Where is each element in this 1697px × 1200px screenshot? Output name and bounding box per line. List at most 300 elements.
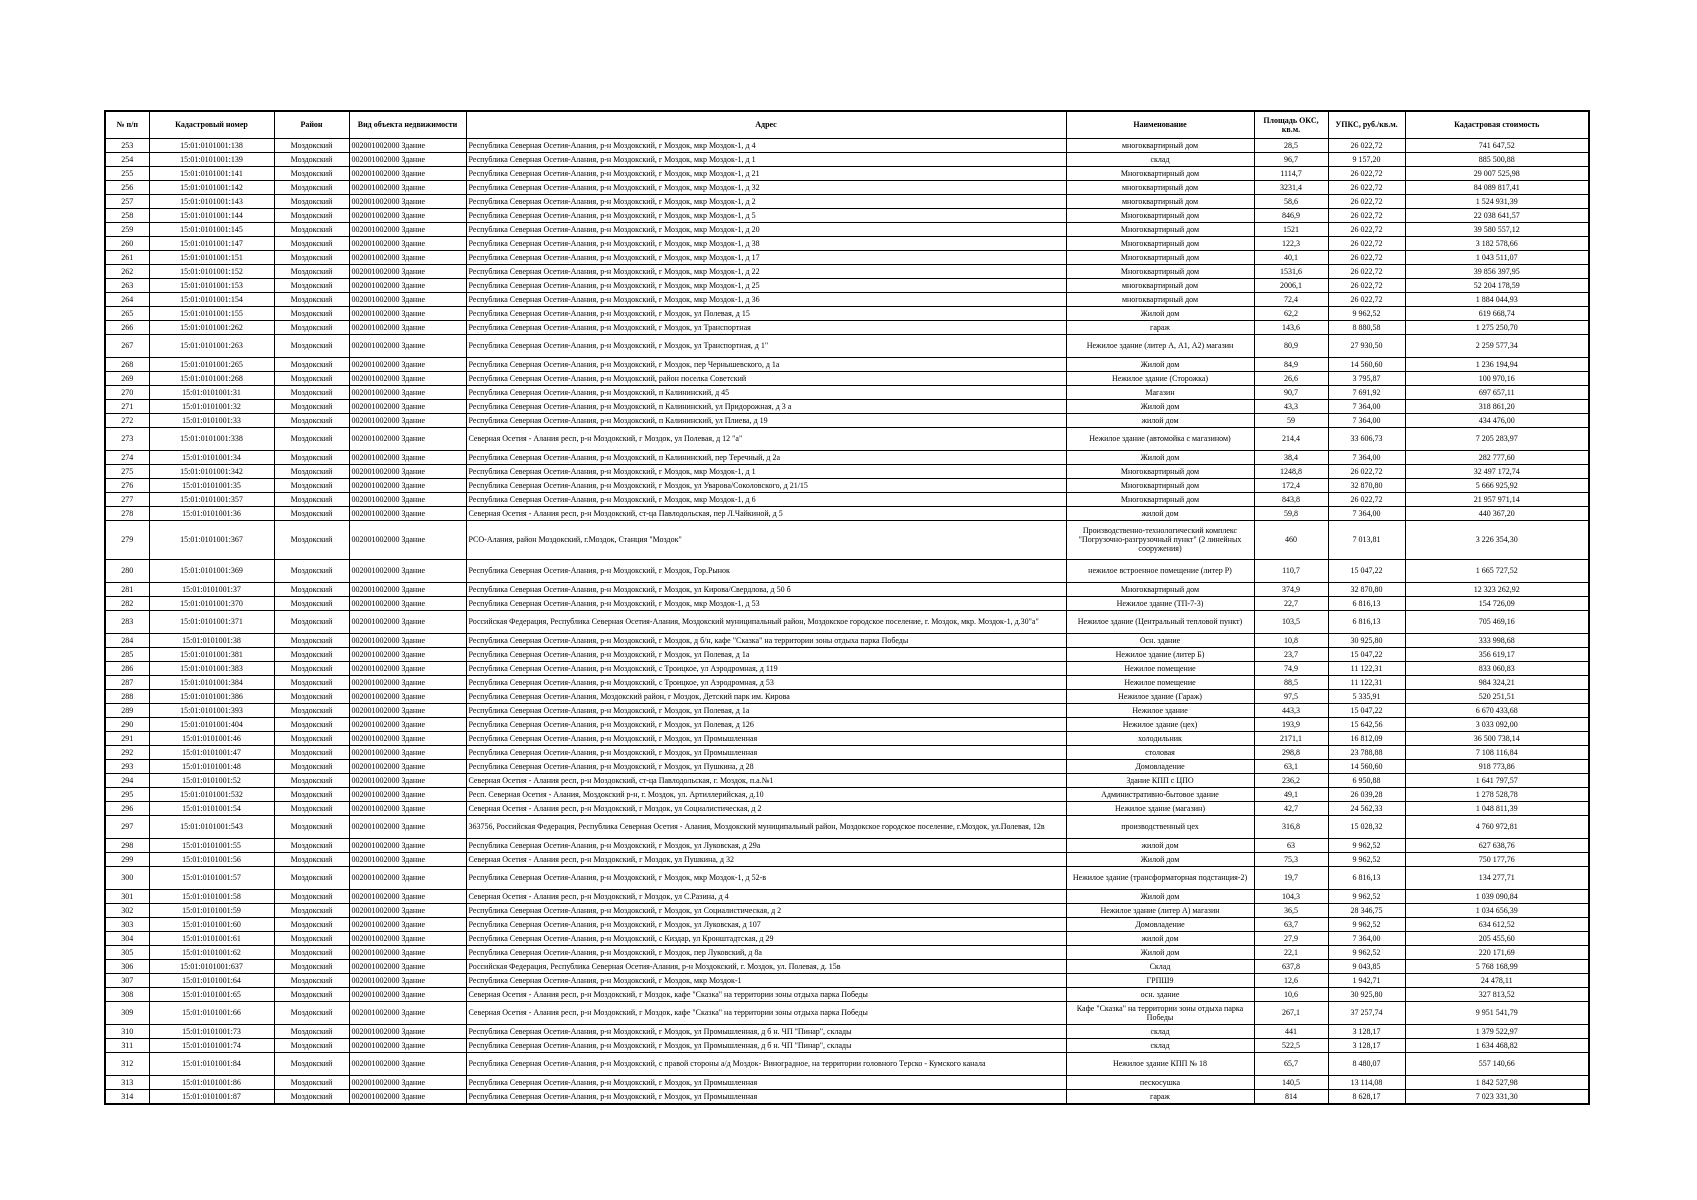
table-row bbox=[105, 292, 1589, 306]
cell-district: Моздокский bbox=[274, 222, 349, 236]
cell-address: Республика Северная Осетия-Алания, р-н Моздокский, г Моздок, мкр Моздок-1, д 25 bbox=[466, 278, 1066, 292]
cell-object-name: ГРПШ9 bbox=[1066, 973, 1254, 987]
cell-object-type: 002001002000 Здание bbox=[349, 801, 466, 815]
cell-area: 2171,1 bbox=[1254, 731, 1328, 745]
cell-object-name: Нежилое здание (ТП-7-3) bbox=[1066, 596, 1254, 610]
cell-object-type: 002001002000 Здание bbox=[349, 731, 466, 745]
cell-object-type: 002001002000 Здание bbox=[349, 689, 466, 703]
cell-upks: 7 691,92 bbox=[1328, 385, 1405, 399]
cell-row-number: 310 bbox=[105, 1024, 149, 1038]
cell-district: Моздокский bbox=[274, 334, 349, 357]
cell-cadastral-number: 15:01:0101001:62 bbox=[149, 945, 274, 959]
cell-object-name: осн. здание bbox=[1066, 987, 1254, 1001]
cell-address: Республика Северная Осетия-Алания, р-н Моздокский, г Моздок, ул Полевая, д 1а bbox=[466, 647, 1066, 661]
cell-cadastral-number: 15:01:0101001:37 bbox=[149, 582, 274, 596]
cell-row-number: 308 bbox=[105, 987, 149, 1001]
cell-cadastral-number: 15:01:0101001:48 bbox=[149, 759, 274, 773]
cell-cadastral-value: 3 226 354,30 bbox=[1405, 520, 1589, 559]
cell-object-name: Жилой дом bbox=[1066, 889, 1254, 903]
cell-address: 363756, Российская Федерация, Республика Северная Осетия - Алания, Моздокский муниципальный район, Моздокское городское поселение, г.Моздок, ул.Полевая, 12в bbox=[466, 815, 1066, 838]
cell-area: 58,6 bbox=[1254, 194, 1328, 208]
cell-row-number: 305 bbox=[105, 945, 149, 959]
cell-row-number: 280 bbox=[105, 559, 149, 582]
cell-object-name: Осн. здание bbox=[1066, 633, 1254, 647]
cell-district: Моздокский bbox=[274, 689, 349, 703]
cell-address: Республика Северная Осетия-Алания, р-н Моздокский, г Моздок, мкр Моздок-1, д 2 bbox=[466, 194, 1066, 208]
cell-cadastral-number: 15:01:0101001:263 bbox=[149, 334, 274, 357]
cell-object-name: Жилой дом bbox=[1066, 399, 1254, 413]
cell-area: 443,3 bbox=[1254, 703, 1328, 717]
cell-district: Моздокский bbox=[274, 180, 349, 194]
table-row bbox=[105, 987, 1589, 1001]
cell-address: Российская Федерация, Республика Северная Осетия-Алания, Моздокский муниципальный район, Моздокское городское поселение, г. Моздок, мкр. Моздок-1, д.30"а" bbox=[466, 610, 1066, 633]
cell-object-type: 002001002000 Здание bbox=[349, 973, 466, 987]
cell-object-name: Нежилое здание (Сторожка) bbox=[1066, 371, 1254, 385]
cell-object-name: гараж bbox=[1066, 1089, 1254, 1104]
cell-row-number: 282 bbox=[105, 596, 149, 610]
cell-area: 22,7 bbox=[1254, 596, 1328, 610]
cell-row-number: 284 bbox=[105, 633, 149, 647]
cell-address: Республика Северная Осетия-Алания, р-н Моздокский, г Моздок, мкр Моздок-1, д 1 bbox=[466, 464, 1066, 478]
cell-cadastral-number: 15:01:0101001:141 bbox=[149, 166, 274, 180]
cell-district: Моздокский bbox=[274, 264, 349, 278]
cell-cadastral-number: 15:01:0101001:58 bbox=[149, 889, 274, 903]
cell-object-type: 002001002000 Здание bbox=[349, 194, 466, 208]
cell-upks: 6 950,88 bbox=[1328, 773, 1405, 787]
col-header-upks: УПКС, руб./кв.м. bbox=[1328, 111, 1405, 138]
table-row bbox=[105, 815, 1589, 838]
cell-object-name: Административно-бытовое здание bbox=[1066, 787, 1254, 801]
cell-area: 637,8 bbox=[1254, 959, 1328, 973]
cell-row-number: 303 bbox=[105, 917, 149, 931]
cell-object-type: 002001002000 Здание bbox=[349, 852, 466, 866]
cell-object-type: 002001002000 Здание bbox=[349, 815, 466, 838]
cell-address: Северная Осетия - Алания респ, р-н Моздокский, г Моздок, кафе "Сказка" на территории зоны отдыха парка Победы bbox=[466, 987, 1066, 1001]
cell-district: Моздокский bbox=[274, 1075, 349, 1089]
cell-cadastral-number: 15:01:0101001:46 bbox=[149, 731, 274, 745]
table-row bbox=[105, 596, 1589, 610]
cell-cadastral-value: 5 666 925,92 bbox=[1405, 478, 1589, 492]
table-row bbox=[105, 945, 1589, 959]
cell-object-type: 002001002000 Здание bbox=[349, 559, 466, 582]
cell-address: Республика Северная Осетия-Алания, р-н Моздокский, г Моздок, ул Промышленная, д б н. ЧП "Пинар", склады bbox=[466, 1024, 1066, 1038]
cell-area: 27,9 bbox=[1254, 931, 1328, 945]
cell-cadastral-number: 15:01:0101001:138 bbox=[149, 138, 274, 152]
cell-cadastral-value: 741 647,52 bbox=[1405, 138, 1589, 152]
cell-area: 74,9 bbox=[1254, 661, 1328, 675]
cell-cadastral-number: 15:01:0101001:268 bbox=[149, 371, 274, 385]
cell-object-type: 002001002000 Здание bbox=[349, 138, 466, 152]
cell-cadastral-value: 697 657,11 bbox=[1405, 385, 1589, 399]
cell-object-name: Здание КПП с ЦПО bbox=[1066, 773, 1254, 787]
cell-cadastral-value: 1 236 194,94 bbox=[1405, 357, 1589, 371]
cell-cadastral-number: 15:01:0101001:262 bbox=[149, 320, 274, 334]
table-row bbox=[105, 427, 1589, 450]
cell-cadastral-number: 15:01:0101001:367 bbox=[149, 520, 274, 559]
cell-object-type: 002001002000 Здание bbox=[349, 1075, 466, 1089]
cell-upks: 9 962,52 bbox=[1328, 917, 1405, 931]
cell-object-type: 002001002000 Здание bbox=[349, 166, 466, 180]
cell-district: Моздокский bbox=[274, 852, 349, 866]
cell-district: Моздокский bbox=[274, 703, 349, 717]
table-row bbox=[105, 703, 1589, 717]
cell-row-number: 266 bbox=[105, 320, 149, 334]
cell-row-number: 295 bbox=[105, 787, 149, 801]
cell-cadastral-value: 434 476,00 bbox=[1405, 413, 1589, 427]
cell-cadastral-number: 15:01:0101001:59 bbox=[149, 903, 274, 917]
cell-address: Республика Северная Осетия-Алания, р-н Моздокский, с Троицкое, ул Аэродромная, д 53 bbox=[466, 675, 1066, 689]
cell-district: Моздокский bbox=[274, 1001, 349, 1024]
cell-object-type: 002001002000 Здание bbox=[349, 717, 466, 731]
cell-address: Республика Северная Осетия-Алания, р-н Моздокский, г Моздок, ул Полевая, д 126 bbox=[466, 717, 1066, 731]
cell-address: Республика Северная Осетия-Алания, р-н Моздокский, г Моздок, д б/н, кафе "Сказка" на территории зоны отдыха парка Победы bbox=[466, 633, 1066, 647]
cell-area: 460 bbox=[1254, 520, 1328, 559]
cell-district: Моздокский bbox=[274, 973, 349, 987]
cell-upks: 6 816,13 bbox=[1328, 610, 1405, 633]
cell-district: Моздокский bbox=[274, 889, 349, 903]
table-row bbox=[105, 959, 1589, 973]
cell-address: Республика Северная Осетия-Алания, р-н Моздокский, г Моздок, ул Промышленная bbox=[466, 1089, 1066, 1104]
cell-upks: 26 022,72 bbox=[1328, 278, 1405, 292]
cell-cadastral-number: 15:01:0101001:543 bbox=[149, 815, 274, 838]
table-row bbox=[105, 450, 1589, 464]
cell-cadastral-value: 1 278 528,78 bbox=[1405, 787, 1589, 801]
table-row bbox=[105, 166, 1589, 180]
cell-address: Республика Северная Осетия-Алания, р-н Моздокский, п Калининский, ул Придорожная, д 3 а bbox=[466, 399, 1066, 413]
cell-area: 90,7 bbox=[1254, 385, 1328, 399]
cell-object-name: Нежилое здание (Гараж) bbox=[1066, 689, 1254, 703]
table-row bbox=[105, 675, 1589, 689]
cell-cadastral-number: 15:01:0101001:404 bbox=[149, 717, 274, 731]
cell-object-type: 002001002000 Здание bbox=[349, 1089, 466, 1104]
cell-upks: 3 128,17 bbox=[1328, 1038, 1405, 1052]
cell-cadastral-number: 15:01:0101001:34 bbox=[149, 450, 274, 464]
cell-row-number: 311 bbox=[105, 1038, 149, 1052]
cell-upks: 9 962,52 bbox=[1328, 306, 1405, 320]
cell-area: 10,8 bbox=[1254, 633, 1328, 647]
cell-upks: 5 335,91 bbox=[1328, 689, 1405, 703]
cell-area: 22,1 bbox=[1254, 945, 1328, 959]
cell-district: Моздокский bbox=[274, 759, 349, 773]
cell-address: Северная Осетия - Алания респ, р-н Моздокский, ст-ца Павлодольская, г. Моздок, п.а.№1 bbox=[466, 773, 1066, 787]
cell-object-name: Нежилое здание (автомойка с магазином) bbox=[1066, 427, 1254, 450]
cell-cadastral-value: 327 813,52 bbox=[1405, 987, 1589, 1001]
cell-object-name: Многоквартирный дом bbox=[1066, 478, 1254, 492]
cell-upks: 6 816,13 bbox=[1328, 596, 1405, 610]
cell-area: 72,4 bbox=[1254, 292, 1328, 306]
cell-area: 1248,8 bbox=[1254, 464, 1328, 478]
cell-object-type: 002001002000 Здание bbox=[349, 759, 466, 773]
cell-object-type: 002001002000 Здание bbox=[349, 1052, 466, 1075]
cell-address: Республика Северная Осетия-Алания, р-н Моздокский, г Моздок, мкр Моздок-1, д 22 bbox=[466, 264, 1066, 278]
cell-cadastral-value: 356 619,17 bbox=[1405, 647, 1589, 661]
cell-cadastral-number: 15:01:0101001:57 bbox=[149, 866, 274, 889]
cell-object-name: многоквартирный дом bbox=[1066, 292, 1254, 306]
cell-row-number: 306 bbox=[105, 959, 149, 973]
cell-row-number: 294 bbox=[105, 773, 149, 787]
cell-upks: 26 022,72 bbox=[1328, 464, 1405, 478]
table-row bbox=[105, 661, 1589, 675]
cell-object-type: 002001002000 Здание bbox=[349, 647, 466, 661]
cell-object-name: склад bbox=[1066, 1024, 1254, 1038]
cell-district: Моздокский bbox=[274, 492, 349, 506]
cell-address: Республика Северная Осетия-Алания, р-н Моздокский, г Моздок, мкр Моздок-1, д 20 bbox=[466, 222, 1066, 236]
cell-upks: 13 114,08 bbox=[1328, 1075, 1405, 1089]
col-header-number: № п/п bbox=[105, 111, 149, 138]
cell-cadastral-number: 15:01:0101001:35 bbox=[149, 478, 274, 492]
cell-upks: 24 562,33 bbox=[1328, 801, 1405, 815]
cell-address: Северная Осетия - Алания респ, р-н Моздокский, г Моздок, кафе "Сказка" на территории зоны отдыха парка Победы bbox=[466, 1001, 1066, 1024]
cell-row-number: 271 bbox=[105, 399, 149, 413]
cell-object-type: 002001002000 Здание bbox=[349, 385, 466, 399]
cell-object-type: 002001002000 Здание bbox=[349, 945, 466, 959]
cell-area: 843,8 bbox=[1254, 492, 1328, 506]
cell-row-number: 272 bbox=[105, 413, 149, 427]
table-row bbox=[105, 689, 1589, 703]
cell-row-number: 254 bbox=[105, 152, 149, 166]
cell-district: Моздокский bbox=[274, 596, 349, 610]
table-row bbox=[105, 1089, 1589, 1104]
cell-cadastral-value: 5 768 168,99 bbox=[1405, 959, 1589, 973]
cell-address: Республика Северная Осетия-Алания, р-н Моздокский, г Моздок, пер Чернышевского, д 1а bbox=[466, 357, 1066, 371]
cell-address: Республика Северная Осетия-Алания, р-н Моздокский, г Моздок, ул Промышленная, д б н. ЧП "Пинар", склады bbox=[466, 1038, 1066, 1052]
table-row bbox=[105, 194, 1589, 208]
cell-cadastral-value: 134 277,71 bbox=[1405, 866, 1589, 889]
cell-row-number: 267 bbox=[105, 334, 149, 357]
cell-address: Республика Северная Осетия-Алания, р-н Моздокский, район поселка Советский bbox=[466, 371, 1066, 385]
cell-upks: 26 022,72 bbox=[1328, 492, 1405, 506]
cell-area: 80,9 bbox=[1254, 334, 1328, 357]
cell-object-name: многоквартирный дом bbox=[1066, 180, 1254, 194]
cell-upks: 16 812,09 bbox=[1328, 731, 1405, 745]
cell-row-number: 276 bbox=[105, 478, 149, 492]
table-row bbox=[105, 399, 1589, 413]
cell-district: Моздокский bbox=[274, 320, 349, 334]
cell-cadastral-number: 15:01:0101001:87 bbox=[149, 1089, 274, 1104]
cell-upks: 32 870,80 bbox=[1328, 582, 1405, 596]
cell-cadastral-value: 1 034 656,39 bbox=[1405, 903, 1589, 917]
cell-object-name: холодильник bbox=[1066, 731, 1254, 745]
table-row bbox=[105, 208, 1589, 222]
cell-area: 522,5 bbox=[1254, 1038, 1328, 1052]
cell-row-number: 256 bbox=[105, 180, 149, 194]
cell-object-name: жилой дом bbox=[1066, 838, 1254, 852]
cell-address: Республика Северная Осетия-Алания, р-н Моздокский, г Моздок, ул Промышленная bbox=[466, 1075, 1066, 1089]
cell-row-number: 299 bbox=[105, 852, 149, 866]
cell-object-name: Нежилое помещение bbox=[1066, 675, 1254, 689]
cell-upks: 9 962,52 bbox=[1328, 889, 1405, 903]
cell-cadastral-value: 1 043 511,07 bbox=[1405, 250, 1589, 264]
cell-object-name: Склад bbox=[1066, 959, 1254, 973]
cell-cadastral-value: 333 998,68 bbox=[1405, 633, 1589, 647]
cell-upks: 26 022,72 bbox=[1328, 180, 1405, 194]
cell-cadastral-value: 9 951 541,79 bbox=[1405, 1001, 1589, 1024]
cell-cadastral-value: 39 580 557,12 bbox=[1405, 222, 1589, 236]
cell-district: Моздокский bbox=[274, 520, 349, 559]
cell-object-name: Многоквартирный дом bbox=[1066, 208, 1254, 222]
cell-object-type: 002001002000 Здание bbox=[349, 787, 466, 801]
cell-cadastral-value: 24 478,11 bbox=[1405, 973, 1589, 987]
cell-upks: 9 043,85 bbox=[1328, 959, 1405, 973]
table-row bbox=[105, 889, 1589, 903]
cell-cadastral-value: 205 455,60 bbox=[1405, 931, 1589, 945]
cell-area: 298,8 bbox=[1254, 745, 1328, 759]
cell-cadastral-value: 12 323 262,92 bbox=[1405, 582, 1589, 596]
cell-row-number: 279 bbox=[105, 520, 149, 559]
cell-object-type: 002001002000 Здание bbox=[349, 222, 466, 236]
cell-cadastral-value: 39 856 397,95 bbox=[1405, 264, 1589, 278]
cell-cadastral-value: 1 641 797,57 bbox=[1405, 773, 1589, 787]
cell-cadastral-number: 15:01:0101001:371 bbox=[149, 610, 274, 633]
cell-cadastral-value: 520 251,51 bbox=[1405, 689, 1589, 703]
table-row bbox=[105, 264, 1589, 278]
cell-district: Моздокский bbox=[274, 278, 349, 292]
cell-cadastral-value: 627 638,76 bbox=[1405, 838, 1589, 852]
cell-object-type: 002001002000 Здание bbox=[349, 703, 466, 717]
table-row bbox=[105, 320, 1589, 334]
cell-upks: 7 364,00 bbox=[1328, 931, 1405, 945]
cell-object-name: Нежилое здание (литер А, А1, А2) магазин bbox=[1066, 334, 1254, 357]
cell-district: Моздокский bbox=[274, 661, 349, 675]
cell-object-name: жилой дом bbox=[1066, 931, 1254, 945]
cell-cadastral-value: 4 760 972,81 bbox=[1405, 815, 1589, 838]
cell-upks: 26 022,72 bbox=[1328, 166, 1405, 180]
cell-cadastral-number: 15:01:0101001:74 bbox=[149, 1038, 274, 1052]
header-row bbox=[105, 111, 1589, 138]
cell-address: Российская Федерация, Республика Северная Осетия-Алания, р-н Моздокский, г. Моздок, ул. Полевая, д. 15в bbox=[466, 959, 1066, 973]
cell-upks: 23 788,88 bbox=[1328, 745, 1405, 759]
cell-row-number: 277 bbox=[105, 492, 149, 506]
cell-area: 49,1 bbox=[1254, 787, 1328, 801]
cell-object-name: жилой дом bbox=[1066, 413, 1254, 427]
table-row bbox=[105, 464, 1589, 478]
cell-row-number: 260 bbox=[105, 236, 149, 250]
cell-address: Республика Северная Осетия-Алания, р-н Моздокский, г Моздок, мкр Моздок-1, д 52-в bbox=[466, 866, 1066, 889]
cell-object-name: Производственно-технологический комплекс "Погрузочно-разгрузочный пункт" (2 линейных сооружения) bbox=[1066, 520, 1254, 559]
cell-object-name: Домовладение bbox=[1066, 917, 1254, 931]
cell-cadastral-value: 1 048 811,39 bbox=[1405, 801, 1589, 815]
cell-upks: 14 560,60 bbox=[1328, 759, 1405, 773]
table-row bbox=[105, 559, 1589, 582]
cell-area: 38,4 bbox=[1254, 450, 1328, 464]
cell-cadastral-number: 15:01:0101001:532 bbox=[149, 787, 274, 801]
cell-address: Республика Северная Осетия-Алания, р-н Моздокский, г Моздок, пер Луковский, д 8а bbox=[466, 945, 1066, 959]
cell-district: Моздокский bbox=[274, 138, 349, 152]
cell-address: Республика Северная Осетия-Алания, р-н Моздокский, г Моздок, Гор.Рынок bbox=[466, 559, 1066, 582]
cell-area: 1521 bbox=[1254, 222, 1328, 236]
col-header-area: Площадь ОКС, кв.м. bbox=[1254, 111, 1328, 138]
cell-upks: 27 930,50 bbox=[1328, 334, 1405, 357]
cell-object-type: 002001002000 Здание bbox=[349, 903, 466, 917]
cell-row-number: 312 bbox=[105, 1052, 149, 1075]
cell-cadastral-number: 15:01:0101001:147 bbox=[149, 236, 274, 250]
cell-cadastral-number: 15:01:0101001:33 bbox=[149, 413, 274, 427]
cell-upks: 15 642,56 bbox=[1328, 717, 1405, 731]
cell-object-type: 002001002000 Здание bbox=[349, 1024, 466, 1038]
cell-object-type: 002001002000 Здание bbox=[349, 675, 466, 689]
cell-cadastral-number: 15:01:0101001:381 bbox=[149, 647, 274, 661]
cell-district: Моздокский bbox=[274, 1089, 349, 1104]
cell-address: Республика Северная Осетия-Алания, р-н Моздокский, г Моздок, ул Промышленная bbox=[466, 745, 1066, 759]
cell-address: Республика Северная Осетия-Алания, р-н Моздокский, г Моздок, ул Кирова/Свердлова, д 50 б bbox=[466, 582, 1066, 596]
table-row bbox=[105, 180, 1589, 194]
cell-row-number: 258 bbox=[105, 208, 149, 222]
cell-address: Республика Северная Осетия-Алания, р-н Моздокский, г Моздок, мкр Моздок-1, д 1 bbox=[466, 152, 1066, 166]
cell-address: Республика Северная Осетия-Алания, р-н Моздокский, п Калининский, ул Плиева, д 19 bbox=[466, 413, 1066, 427]
cell-cadastral-value: 52 204 178,59 bbox=[1405, 278, 1589, 292]
table-row bbox=[105, 222, 1589, 236]
cell-object-type: 002001002000 Здание bbox=[349, 478, 466, 492]
cell-row-number: 261 bbox=[105, 250, 149, 264]
cell-row-number: 275 bbox=[105, 464, 149, 478]
cell-area: 267,1 bbox=[1254, 1001, 1328, 1024]
cell-cadastral-value: 32 497 172,74 bbox=[1405, 464, 1589, 478]
cell-object-type: 002001002000 Здание bbox=[349, 413, 466, 427]
cell-area: 10,6 bbox=[1254, 987, 1328, 1001]
cell-upks: 26 022,72 bbox=[1328, 236, 1405, 250]
cell-area: 59 bbox=[1254, 413, 1328, 427]
cell-upks: 7 364,00 bbox=[1328, 413, 1405, 427]
cell-address: Республика Северная Осетия-Алания, р-н Моздокский, с Киздар, ул Кронштадтская, д 29 bbox=[466, 931, 1066, 945]
cell-object-type: 002001002000 Здание bbox=[349, 450, 466, 464]
cell-object-type: 002001002000 Здание bbox=[349, 520, 466, 559]
cell-district: Моздокский bbox=[274, 399, 349, 413]
cell-address: Республика Северная Осетия-Алания, р-н Моздокский, п Калининский, д 45 bbox=[466, 385, 1066, 399]
col-header-address: Адрес bbox=[466, 111, 1066, 138]
cell-area: 40,1 bbox=[1254, 250, 1328, 264]
cell-cadastral-value: 705 469,16 bbox=[1405, 610, 1589, 633]
cell-object-name: Многоквартирный дом bbox=[1066, 236, 1254, 250]
cell-object-name: Кафе "Сказка" на территории зоны отдыха парка Победы bbox=[1066, 1001, 1254, 1024]
cell-address: Северная Осетия - Алания респ, р-н Моздокский, г Моздок, ул С.Разина, д 4 bbox=[466, 889, 1066, 903]
cell-district: Моздокский bbox=[274, 838, 349, 852]
cell-address: Респ. Северная Осетия - Алания, Моздокский р-н, г. Моздок, ул. Артиллерийская, д.10 bbox=[466, 787, 1066, 801]
cell-cadastral-number: 15:01:0101001:32 bbox=[149, 399, 274, 413]
cell-district: Моздокский bbox=[274, 610, 349, 633]
cell-cadastral-number: 15:01:0101001:52 bbox=[149, 773, 274, 787]
cell-cadastral-value: 7 108 116,84 bbox=[1405, 745, 1589, 759]
cell-upks: 7 013,81 bbox=[1328, 520, 1405, 559]
cell-area: 316,8 bbox=[1254, 815, 1328, 838]
table-row bbox=[105, 492, 1589, 506]
cell-object-type: 002001002000 Здание bbox=[349, 745, 466, 759]
cell-cadastral-number: 15:01:0101001:386 bbox=[149, 689, 274, 703]
cadastral-register-sheet bbox=[104, 110, 1588, 1105]
cell-object-type: 002001002000 Здание bbox=[349, 917, 466, 931]
cell-cadastral-value: 1 665 727,52 bbox=[1405, 559, 1589, 582]
col-header-district: Район bbox=[274, 111, 349, 138]
cell-upks: 3 128,17 bbox=[1328, 1024, 1405, 1038]
cell-district: Моздокский bbox=[274, 773, 349, 787]
cell-cadastral-value: 100 970,16 bbox=[1405, 371, 1589, 385]
cell-district: Моздокский bbox=[274, 152, 349, 166]
cell-object-type: 002001002000 Здание bbox=[349, 152, 466, 166]
cell-area: 23,7 bbox=[1254, 647, 1328, 661]
cell-area: 236,2 bbox=[1254, 773, 1328, 787]
cell-upks: 37 257,74 bbox=[1328, 1001, 1405, 1024]
table-row bbox=[105, 334, 1589, 357]
cell-object-name: Домовладение bbox=[1066, 759, 1254, 773]
cell-address: Республика Северная Осетия-Алания, р-н Моздокский, г Моздок, мкр Моздок-1 bbox=[466, 973, 1066, 987]
cell-upks: 30 925,80 bbox=[1328, 987, 1405, 1001]
table-row bbox=[105, 931, 1589, 945]
table-row bbox=[105, 138, 1589, 152]
cell-object-type: 002001002000 Здание bbox=[349, 292, 466, 306]
cell-area: 1114,7 bbox=[1254, 166, 1328, 180]
cell-address: Республика Северная Осетия-Алания, р-н Моздокский, г Моздок, мкр Моздок-1, д 17 bbox=[466, 250, 1066, 264]
cell-address: Республика Северная Осетия-Алания, р-н Моздокский, г Моздок, мкр Моздок-1, д 32 bbox=[466, 180, 1066, 194]
cell-upks: 26 022,72 bbox=[1328, 138, 1405, 152]
